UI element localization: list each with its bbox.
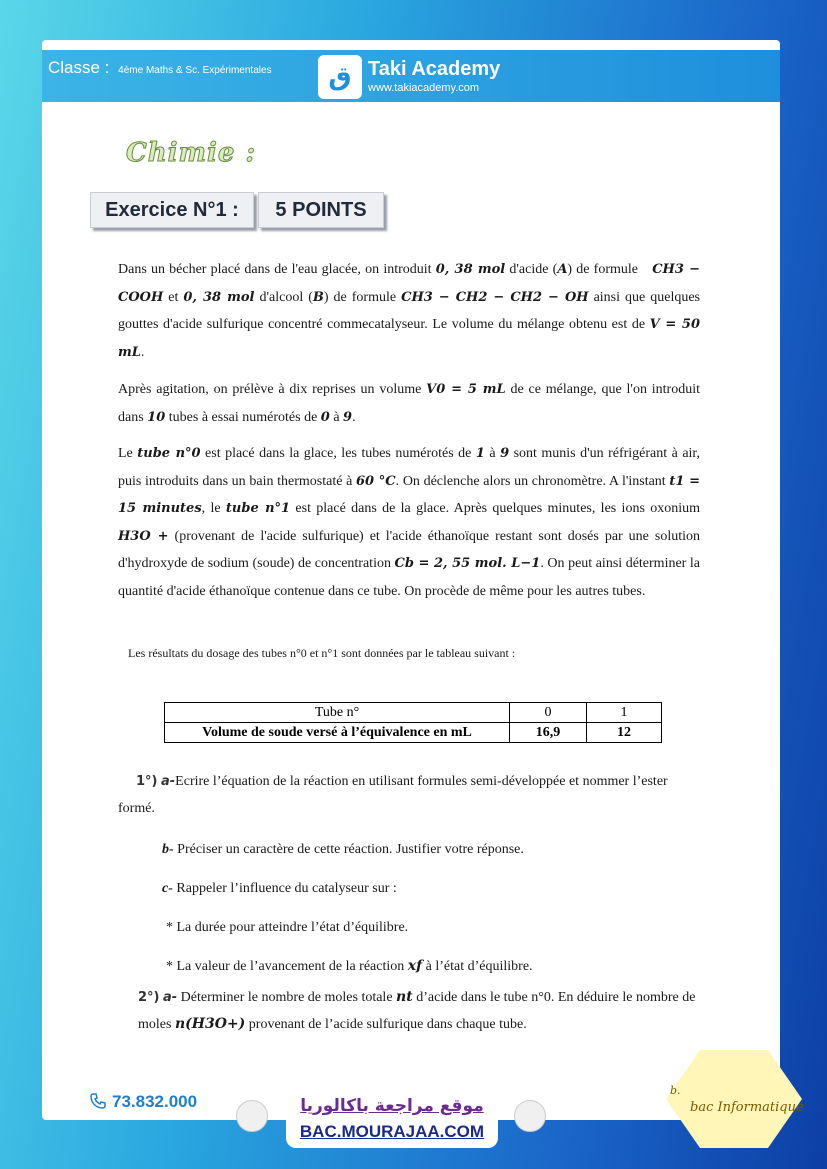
badge-text-2: bac Informatique	[690, 1100, 804, 1115]
bullet-1: * La durée pour atteindre l’état d’équilibre.	[166, 920, 409, 935]
exercise-title: Exercice N°1 :	[90, 192, 254, 228]
exercise-points: 5 POINTS	[258, 192, 384, 228]
table-intro: Les résultats du dosage des tubes n°0 et n°1 sont données par le tableau suivant :	[128, 646, 516, 660]
badge-text-1: b.	[670, 1084, 681, 1097]
results-table	[164, 702, 662, 743]
class-level	[48, 58, 272, 78]
question-2a: 2°) a- Déterminer le nombre de moles totale nt d’acide dans le tube n°0. En déduire le nombre de moles n(H3O+) provenant de l’acide sulfurique dans chaque tube.	[138, 989, 696, 1032]
table-cell: 12	[587, 723, 662, 743]
footer-phone	[90, 1092, 197, 1112]
decor-icon	[514, 1100, 546, 1132]
table-cell: Volume de soude versé à l’équivalence en mL	[165, 723, 510, 743]
brand-logo-icon: ق	[318, 55, 362, 99]
question-1c: c- Rappeler l’influence du catalyseur sur :	[162, 881, 397, 896]
brand-name: Taki Academy	[368, 58, 501, 80]
phone-icon	[90, 1093, 106, 1109]
question-1b: b- Préciser un caractère de cette réaction. Justifier votre réponse.	[162, 842, 524, 857]
table-row	[165, 703, 662, 723]
table-cell: 0	[510, 703, 587, 723]
paragraph-3: Le tube n°0 est placé dans la glace, les tubes numérotés de 1 à 9 sont munis d'un réfrigérant à air, puis introduits dans un bain thermostaté à 60 °C. On déclenche alors un chronomètre. A l'instant t1 = 15 minutes, le tube n°1 est placé dans de la glace. Après quelques minutes, les ions oxonium H3O + (provenant de l'acide sulfurique) et l'acide éthanoïque restant sont dosés par une solution d'hydroxyde de sodium (soude) de concentration Cb = 2, 55 mol. L−1. On peut ainsi déterminer la quantité d'acide éthanoïque contenue dans ce tube. On procède de même pour les autres tubes.	[118, 446, 701, 599]
table-cell: Tube n°	[165, 703, 510, 723]
classe-label: Classe :	[48, 58, 110, 77]
brand-url: www.takiacademy.com	[368, 82, 480, 94]
bac-site-en[interactable]: BAC.MOURAJAA.COM	[299, 1122, 485, 1141]
bac-site-ar[interactable]: موقع مراجعة باكالوريا	[300, 1096, 484, 1116]
paragraph-2: Après agitation, on prélève à dix reprises un volume V0 = 5 mL de ce mélange, que l'on introduit dans 10 tubes à essai numérotés de 0 à 9.	[118, 382, 700, 425]
phone-number: 73.832.000	[112, 1092, 198, 1111]
section-title: Chimie :	[126, 138, 257, 168]
table-cell: 1	[587, 703, 662, 723]
decor-icon	[236, 1100, 268, 1132]
table-row	[165, 723, 662, 743]
table-cell: 16,9	[510, 723, 587, 743]
classe-level-text: 4ème Maths & Sc. Expérimentales	[118, 65, 272, 76]
paragraph-1: Dans un bécher placé dans de l'eau glacée, on introduit 0, 38 mol d'acide (A) de formule CH3 − COOH et 0, 38 mol d'alcool (B) de formule CH3 − CH2 − CH2 − OH ainsi que quelques gouttes d'acide sulfurique concentré commecatalyseur. Le volume du mélange obtenu est de V = 50 mL.	[118, 262, 701, 360]
bac-banner[interactable]	[286, 1070, 498, 1148]
bullet-2: * La valeur de l’avancement de la réaction xf à l’état d’équilibre.	[166, 958, 533, 974]
question-1a: 1°) a-Ecrire l’équation de la réaction en utilisant formules semi-développée et nommer l’ester formé.	[118, 774, 668, 816]
